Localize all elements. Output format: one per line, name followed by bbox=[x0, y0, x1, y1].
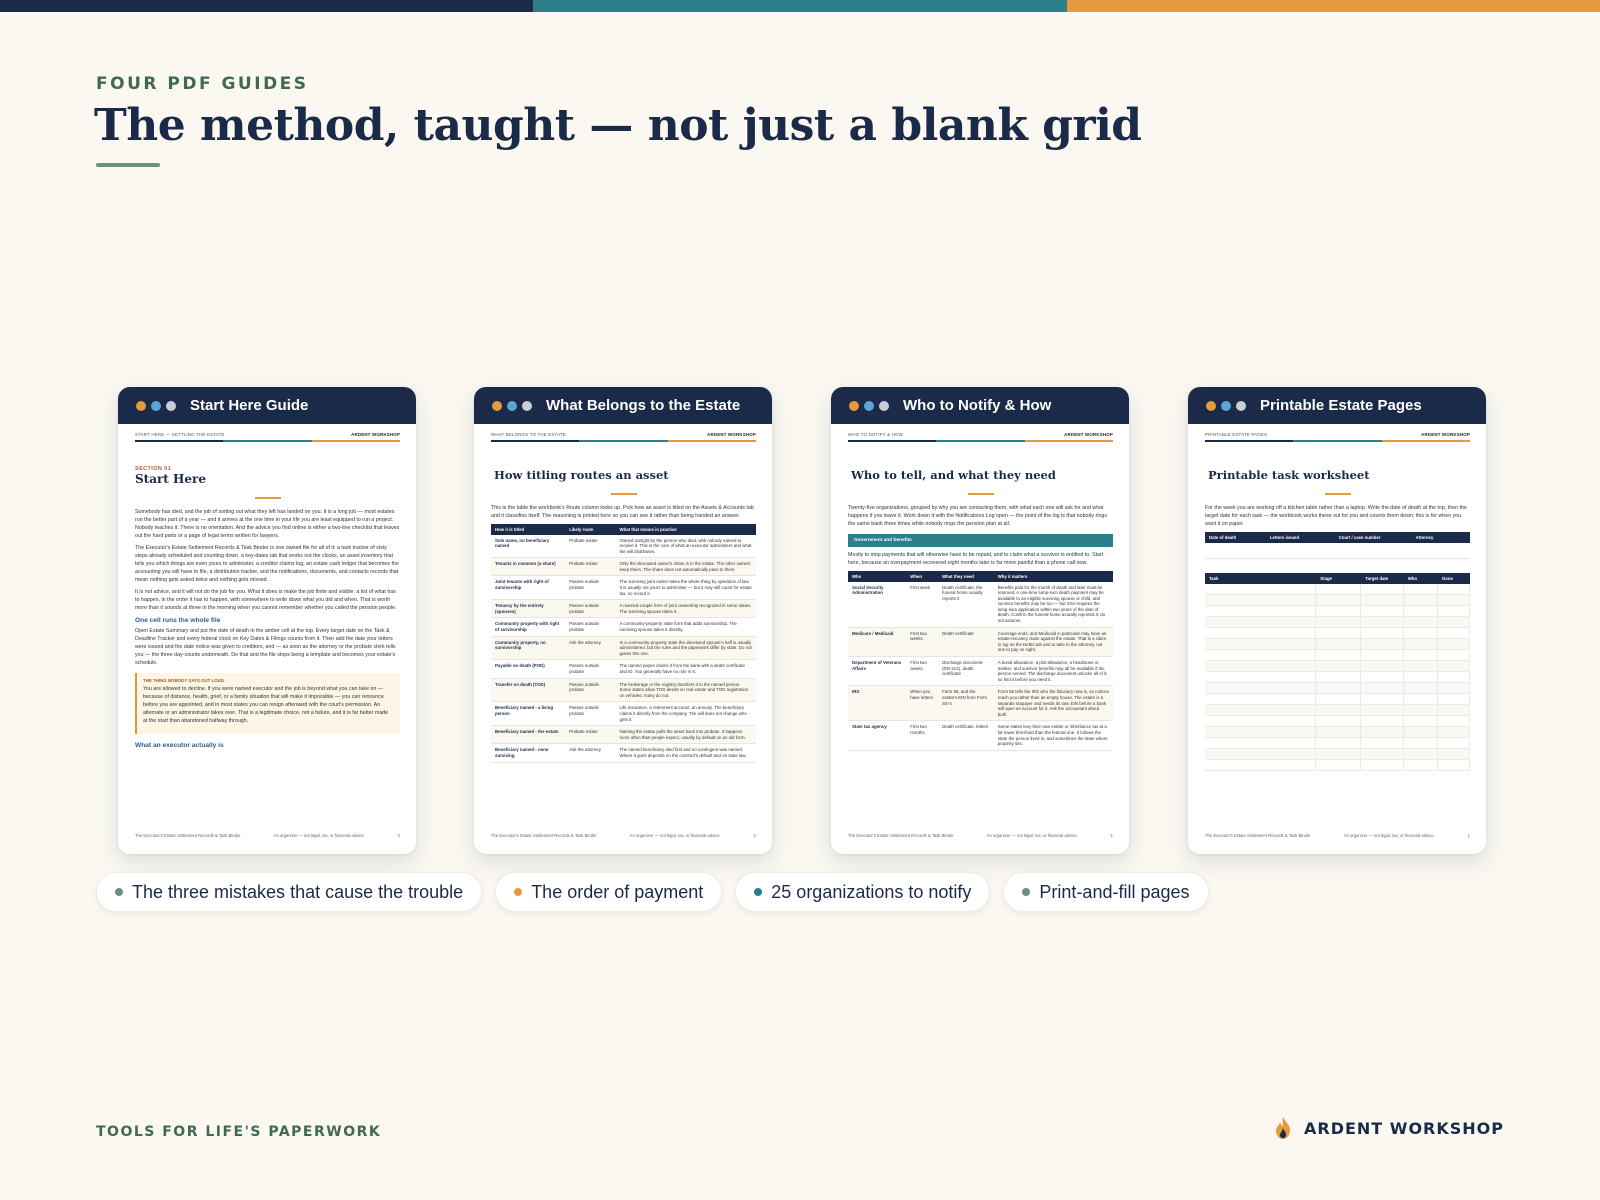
page-heading: How titling routes an asset bbox=[494, 468, 669, 482]
brand-name: ARDENT WORKSHOP bbox=[1304, 1118, 1504, 1138]
heading-rule bbox=[1325, 493, 1351, 495]
card-header bbox=[831, 387, 1129, 424]
table-row bbox=[848, 721, 1113, 750]
card-title: Who to Notify & How bbox=[903, 397, 1052, 414]
card-title: Printable Estate Pages bbox=[1260, 397, 1422, 414]
table-cell: Passes outside probate bbox=[565, 660, 615, 678]
pill-dot bbox=[1022, 888, 1030, 896]
card-header bbox=[118, 387, 416, 424]
page-footer: The Executor's Estate Settlement Records & Task Binder An organizer — not legal, tax, or financial advice. 2 bbox=[135, 833, 400, 838]
table-row bbox=[491, 660, 756, 678]
table-row bbox=[491, 558, 756, 576]
table-cell: When you have letters bbox=[906, 686, 938, 721]
table-cell: Sole name, no beneficiary named bbox=[491, 535, 565, 558]
guide-card-printable-pages[interactable] bbox=[1188, 387, 1486, 854]
table-cell: In a community-property state the deceased spouse's half is usually administered, but the rules and the paperwork differ by state. Do not guess this one. bbox=[616, 636, 756, 660]
pill-dot bbox=[514, 888, 522, 896]
blank-row bbox=[1205, 628, 1470, 639]
page-footer: The Executor's Estate Settlement Records & Task Binder An organizer — not legal, tax, or financial advice. 1 bbox=[848, 833, 1113, 838]
feature-pill[interactable] bbox=[495, 872, 722, 912]
pdf-page-preview bbox=[1188, 424, 1486, 854]
table-row bbox=[491, 726, 756, 744]
table-cell: Benefits paid for the month of death and later must be returned. A one-time lump-sum death payment may be available to an eligible surviving spouse or child, and survivor benefits may be too — but SSA requires the lump-sum application within two years of the date of death. Confirm the funeral home actually reported it; do not assume. bbox=[994, 582, 1113, 628]
running-head: WHO TO NOTIFY & HOW ARDENT WORKSHOP bbox=[848, 432, 1113, 437]
table-row bbox=[491, 618, 756, 636]
column-header: Attorney bbox=[1412, 532, 1470, 543]
window-dot-grey bbox=[166, 401, 176, 411]
table-cell: The named payee claims it from the bank with a death certificate and ID. You generally have no role in it. bbox=[616, 660, 756, 678]
pdf-page-preview bbox=[831, 424, 1129, 854]
table-cell: Owned outright by the person who died, with nobody named to receive it. This is the core of what an executor administers and what the will distributes. bbox=[616, 535, 756, 558]
footer-tagline: TOOLS FOR LIFE'S PAPERWORK bbox=[96, 1124, 382, 1140]
table-row bbox=[491, 576, 756, 600]
blank-row bbox=[1205, 639, 1470, 650]
table-cell: Social Security Administration bbox=[848, 582, 906, 628]
flame-icon bbox=[1272, 1116, 1294, 1140]
paragraph: Twenty-five organizations, grouped by why you are contacting them, with what each one will ask for and what happens if you leave it. Work down it with the Notifications Log open — the point of the log is that nobody rings the same bank three times while nobody rings the pension plan at all. bbox=[848, 504, 1108, 527]
paragraph: Mostly to stop payments that will otherwise have to be repaid, and to claim what a survivor is entitled to. Start here, because an overpayment recovered eight months later is far more painful than a phone call now. bbox=[848, 551, 1104, 566]
blank-row bbox=[1205, 584, 1470, 595]
paragraph: Open Estate Summary and put the date of death in the amber cell at the top. Every target date on the Task & Deadline Tracker and every federal clock on Key Dates & Filings counts from it. Then add the date your letters were issued and the date notice was given to creditors, and — as soon as the attorney or the probate clerk tells you — the three day-counts underneath. Do that and the file stops being a template and becomes your estate's schedule. bbox=[135, 627, 396, 666]
guide-card-who-to-notify[interactable] bbox=[831, 387, 1129, 854]
callout-text: You are allowed to decline. If you were named executor and the job is beyond what you can take on — because of distance, health, grief, or a family situation that will make it impossible — you can renounce before you are appointed, and in most states you can resign afterward with the court's permission. An alternate or an administrator takes over. That is a legitimate choice, not a failure, and it is far better made at the start than abandoned halfway through. bbox=[143, 685, 389, 724]
table-cell: Passes outside probate bbox=[565, 702, 615, 726]
column-header: How it is titled bbox=[491, 524, 565, 535]
subheading: What an executor actually is bbox=[135, 741, 224, 749]
column-header: Stage bbox=[1316, 573, 1361, 584]
section-label: SECTION 01 bbox=[135, 466, 172, 472]
table-row bbox=[848, 686, 1113, 721]
top-bar-navy-segment bbox=[0, 0, 533, 12]
feature-pill[interactable] bbox=[1003, 872, 1208, 912]
table-row bbox=[491, 600, 756, 618]
running-head: PRINTABLE ESTATE PAGES ARDENT WORKSHOP bbox=[1205, 432, 1470, 437]
blank-row bbox=[1205, 672, 1470, 683]
table-cell: Passes outside probate bbox=[565, 600, 615, 618]
table-cell: Department of Veterans Affairs bbox=[848, 657, 906, 686]
page-heading: Start Here bbox=[135, 472, 206, 486]
blank-row bbox=[1205, 727, 1470, 738]
page-heading: Who to tell, and what they need bbox=[851, 468, 1056, 482]
table-cell: Death certificate bbox=[938, 627, 994, 656]
table-cell: Some states levy their own estate or inheritance tax at a far lower threshold than the federal one. It follows the state the person lived in, and sometimes the state where property sits. bbox=[994, 721, 1113, 750]
blank-row bbox=[1205, 683, 1470, 694]
table-row bbox=[491, 535, 756, 558]
column-header: Why it matters bbox=[994, 571, 1113, 582]
heading-rule bbox=[255, 497, 281, 499]
table-cell: Probate estate bbox=[565, 558, 615, 576]
table-cell: Death certificate; the funeral home usually reports it bbox=[938, 582, 994, 628]
pdf-page-preview bbox=[118, 424, 416, 854]
running-rule bbox=[848, 440, 1113, 442]
titling-table bbox=[491, 524, 756, 763]
table-row bbox=[848, 657, 1113, 686]
table-cell: Naming the estate pulls the asset back into probate. It happens more often than people expect, usually by default on an old form. bbox=[616, 726, 756, 744]
pill-label: 25 organizations to notify bbox=[771, 881, 972, 902]
blank-cell bbox=[1266, 543, 1335, 559]
running-rule bbox=[491, 440, 756, 442]
paragraph: This is the table the workbook's Route column looks up. Pick how an asset is titled on the Assets & Accounts tab and it classifies itself. The reasoning is printed here so you can see it rather than being handed an answer. bbox=[491, 504, 754, 519]
table-cell: Form 56 tells the IRS who the fiduciary now is, so notices reach you rather than an empty house. The estate is a separate taxpayer and needs its own EIN before a bank will open an account for it. Ask the accountant about both. bbox=[994, 686, 1113, 721]
pill-label: Print-and-fill pages bbox=[1039, 881, 1190, 902]
blank-row bbox=[1205, 705, 1470, 716]
paragraph: It is not advice, and it will not do the job for you. What it does is make the job finite and visible: a list of what has to happen, in the order it has to happen, with somewhere to write down what you did and when. That is worth more than it sounds at three in the morning when you cannot remember whether you called the pension people. bbox=[135, 588, 397, 611]
table-cell: A burial allowance, a plot allowance, a headstone or marker, and survivor benefits may all be available if the person served. The discharge document unlocks all of it, so find it before you need it. bbox=[994, 657, 1113, 686]
feature-pills bbox=[96, 872, 1222, 912]
table-cell: A community-property state form that adds survivorship. The surviving spouse takes it directly. bbox=[616, 618, 756, 636]
blank-row bbox=[1205, 617, 1470, 628]
blank-row bbox=[1205, 760, 1470, 771]
title-underline bbox=[96, 163, 160, 167]
pill-dot bbox=[115, 888, 123, 896]
table-cell: Death certificate, letters bbox=[938, 721, 994, 750]
table-cell: Ask the attorney bbox=[565, 744, 615, 762]
blank-row bbox=[1205, 595, 1470, 606]
table-cell: Passes outside probate bbox=[565, 576, 615, 600]
window-dot-grey bbox=[879, 401, 889, 411]
blank-cell bbox=[1335, 543, 1412, 559]
column-header: Letters issued bbox=[1266, 532, 1335, 543]
heading-rule bbox=[611, 493, 637, 495]
window-dot-blue bbox=[507, 401, 517, 411]
card-title: Start Here Guide bbox=[190, 397, 309, 414]
table-cell: The surviving joint owner takes the whole thing by operation of law. It is usually not yours to administer — but it may still count for estate tax, so record it. bbox=[616, 576, 756, 600]
table-row bbox=[491, 744, 756, 762]
table-row bbox=[491, 678, 756, 702]
table-cell: Beneficiary named - none surviving bbox=[491, 744, 565, 762]
column-header: When bbox=[906, 571, 938, 582]
blank-row bbox=[1205, 661, 1470, 672]
table-cell: Ask the attorney bbox=[565, 636, 615, 660]
table-row bbox=[491, 636, 756, 660]
column-header: Task bbox=[1205, 573, 1316, 584]
window-dot-blue bbox=[1221, 401, 1231, 411]
column-header: Court / case number bbox=[1335, 532, 1412, 543]
table-cell: Probate estate bbox=[565, 726, 615, 744]
blank-row bbox=[1205, 749, 1470, 760]
table-cell: Payable on death (POD) bbox=[491, 660, 565, 678]
blank-cell bbox=[1412, 543, 1470, 559]
table-cell: Beneficiary named - a living person bbox=[491, 702, 565, 726]
table-cell: Passes outside probate bbox=[565, 618, 615, 636]
table-cell: Medicare / Medicaid bbox=[848, 627, 906, 656]
table-cell: Transfer on death (TOD) bbox=[491, 678, 565, 702]
table-cell: Probate estate bbox=[565, 535, 615, 558]
table-cell: Beneficiary named - the estate bbox=[491, 726, 565, 744]
table-cell: The named beneficiary died first and no contingent was named. Where it goes depends on the contract's default and on state law. bbox=[616, 744, 756, 762]
table-row bbox=[491, 702, 756, 726]
window-dot-orange bbox=[1206, 401, 1216, 411]
card-title: What Belongs to the Estate bbox=[546, 397, 741, 414]
pill-label: The three mistakes that cause the trouble bbox=[132, 881, 464, 902]
pill-label: The order of payment bbox=[531, 881, 704, 902]
top-bar-teal-segment bbox=[533, 0, 1066, 12]
window-dot-orange bbox=[492, 401, 502, 411]
paragraph: For the week you are working off a kitchen table rather than a laptop. Write the date of death at the top, then the target date for each task — the workbook works these out for you and counts them down; this is for when you want it on paper. bbox=[1205, 504, 1467, 527]
window-dot-grey bbox=[522, 401, 532, 411]
feature-pill[interactable] bbox=[735, 872, 990, 912]
window-dot-blue bbox=[864, 401, 874, 411]
guide-card-start-here[interactable] bbox=[118, 387, 416, 854]
running-head: START HERE — SETTLING THE ESTATE ARDENT WORKSHOP bbox=[135, 432, 400, 437]
column-header: Date of death bbox=[1205, 532, 1266, 543]
blank-row bbox=[1205, 606, 1470, 617]
table-cell: Only the deceased owner's share is in the estate. The other owners keep theirs. The share does not automatically pass to them. bbox=[616, 558, 756, 576]
column-header: Likely route bbox=[565, 524, 615, 535]
notify-table bbox=[848, 571, 1113, 751]
table-cell: Discharge document (DD-214), death certificate bbox=[938, 657, 994, 686]
window-dot-grey bbox=[1236, 401, 1246, 411]
table-cell: First two weeks bbox=[906, 627, 938, 656]
page-heading: Printable task worksheet bbox=[1208, 468, 1370, 482]
blank-row bbox=[1205, 650, 1470, 661]
table-cell: First two months bbox=[906, 721, 938, 750]
running-rule bbox=[1205, 440, 1470, 442]
column-header: Done bbox=[1438, 573, 1470, 584]
blank-task-grid bbox=[1205, 584, 1470, 771]
subheading: One cell runs the whole file bbox=[135, 616, 221, 624]
table-cell: Community property with right of survivorship bbox=[491, 618, 565, 636]
section-band: Government and benefits bbox=[848, 534, 1113, 547]
task-table bbox=[1205, 573, 1470, 584]
table-cell: Tenancy by the entirety (spouses) bbox=[491, 600, 565, 618]
table-cell: A married-couple form of joint ownership recognized in some states. The surviving spouse takes it. bbox=[616, 600, 756, 618]
window-dot-orange bbox=[136, 401, 146, 411]
feature-pill[interactable] bbox=[96, 872, 482, 912]
paragraph: The Executor's Estate Settlement Records & Task Binder is one owned file for all of it: a task tracker of sixty steps already scheduled and counting down, a key-dates tab that works out the clocks, an asset inventory that tells you which things are even yours to administer, a creditor claims log, an estate cash ledger that becomes the accounting you will have to file, a distribution tracker, and the notifications, documents, and contacts records that mean nothing gets asked twice and nothing gets missed. bbox=[135, 544, 399, 583]
eyebrow: FOUR PDF GUIDES bbox=[96, 74, 309, 94]
table-cell: First week bbox=[906, 582, 938, 628]
window-dot-orange bbox=[849, 401, 859, 411]
paragraph: Somebody has died, and the job of sorting out what they left has landed on you. It is a long job — most estates run the better part of a year — and it arrives at the one time in your life you are least equipped to run a project. Nobody teaches it. There is no orientation. And the advice you find online is either a two-line checklist that leaves out the hard parts or a page of legal terms written for lawyers. bbox=[135, 508, 400, 539]
column-header: What they need bbox=[938, 571, 994, 582]
running-rule bbox=[135, 440, 400, 442]
top-color-bar bbox=[0, 0, 1600, 12]
column-header: Who bbox=[1404, 573, 1438, 584]
guide-card-what-belongs[interactable] bbox=[474, 387, 772, 854]
table-cell: Tenants in common (a share) bbox=[491, 558, 565, 576]
pill-dot bbox=[754, 888, 762, 896]
table-cell: Life insurance, a retirement account, an annuity. The beneficiary claims it directly from the company. The will does not change who gets it. bbox=[616, 702, 756, 726]
table-cell: Joint tenants with right of survivorship bbox=[491, 576, 565, 600]
card-header bbox=[474, 387, 772, 424]
blank-row bbox=[1205, 716, 1470, 727]
callout-label: THE THING NOBODY SAYS OUT LOUD bbox=[143, 677, 224, 683]
heading-rule bbox=[968, 493, 994, 495]
callout-box bbox=[135, 673, 400, 734]
table-cell: Community property, no survivorship bbox=[491, 636, 565, 660]
table-cell: The brokerage or the registry transfers it to the named person. Some states allow TOD deeds on real estate and TOD registration on vehicles; many do not. bbox=[616, 678, 756, 702]
running-head: WHAT BELONGS TO THE ESTATE ARDENT WORKSHOP bbox=[491, 432, 756, 437]
case-info-table bbox=[1205, 532, 1470, 560]
brand-logo[interactable] bbox=[1272, 1116, 1504, 1140]
table-cell: First two weeks bbox=[906, 657, 938, 686]
window-dot-blue bbox=[151, 401, 161, 411]
top-bar-orange-segment bbox=[1067, 0, 1600, 12]
card-header bbox=[1188, 387, 1486, 424]
column-header: What that means in practice bbox=[616, 524, 756, 535]
page-title: The method, taught — not just a blank grid bbox=[94, 100, 1142, 151]
table-cell: Form 56, and the estate's EIN from Form SS-4 bbox=[938, 686, 994, 721]
column-header: Target date bbox=[1361, 573, 1403, 584]
table-cell: State tax agency bbox=[848, 721, 906, 750]
blank-row bbox=[1205, 694, 1470, 705]
page-footer: The Executor's Estate Settlement Records & Task Binder An organizer — not legal, tax, or financial advice. 1 bbox=[1205, 833, 1470, 838]
table-row bbox=[848, 627, 1113, 656]
table-cell: IRS bbox=[848, 686, 906, 721]
table-cell: Coverage ends, and Medicaid in particular may have an estate-recovery claim against the estate. That is a claim to log on the Debts tab and to take to the attorney, not one to pay on sight. bbox=[994, 627, 1113, 656]
column-header: Who bbox=[848, 571, 906, 582]
pdf-page-preview bbox=[474, 424, 772, 854]
blank-cell bbox=[1205, 543, 1266, 559]
blank-row bbox=[1205, 738, 1470, 749]
page-footer: The Executor's Estate Settlement Records & Task Binder An organizer — not legal, tax, or financial advice. 2 bbox=[491, 833, 756, 838]
table-cell: Passes outside probate bbox=[565, 678, 615, 702]
table-row bbox=[848, 582, 1113, 628]
